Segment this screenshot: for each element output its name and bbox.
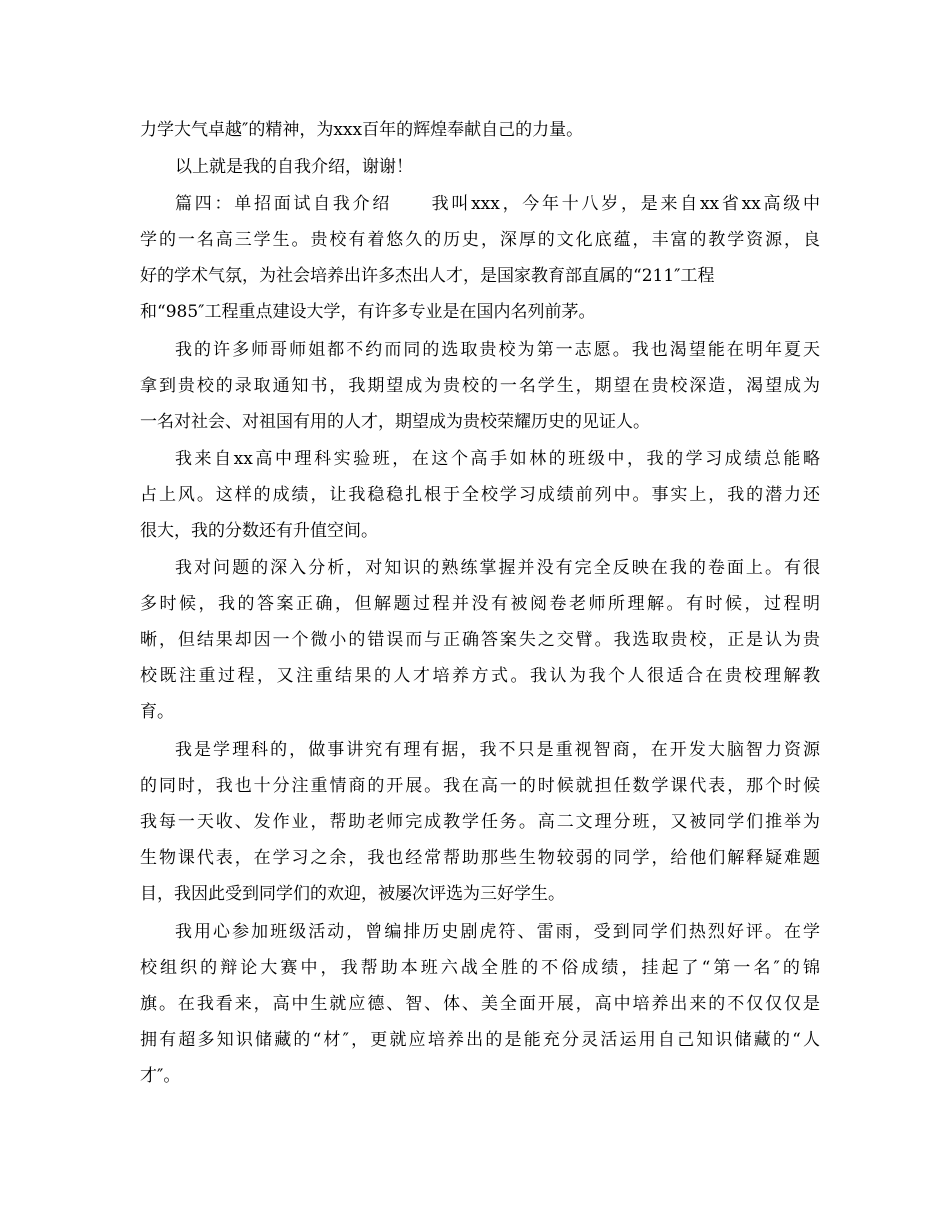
text-line: 很大，我的分数还有升值空间。 (140, 521, 378, 541)
text-line: 目，我因此受到同学们的欢迎，被屡次评选为三好学生。 (140, 884, 565, 904)
text-line: 占上风。这样的成绩，让我稳稳扎根于全校学习成绩前列中。事实上，我的潜力还 (140, 485, 820, 505)
text-line: 一名对社会、对祖国有用的人才，期望成为贵校荣耀历史的见证人。 (140, 412, 650, 432)
text-line: 学的一名高三学生。贵校有着悠久的历史，深厚的文化底蕴，丰富的教学资源，良 (140, 230, 820, 250)
text-line: 好的学术气氛，为社会培养出许多杰出人才，是国家教育部直属的“211″工程 (140, 266, 715, 286)
text-line: 拿到贵校的录取通知书，我期望成为贵校的一名学生，期望在贵校深造，渴望成为 (140, 376, 820, 396)
text-line: 我对问题的深入分析，对知识的熟练掌握并没有完全反映在我的卷面上。有很 (175, 558, 820, 578)
text-line: 才″。 (140, 1066, 181, 1086)
text-line: 拥有超多知识储藏的“材″，更就应培养出的是能充分灵活运用自己知识储藏的“人 (140, 1030, 820, 1050)
text-line: 力学大气卓越″的精神，为xxx百年的辉煌奉献自己的力量。 (140, 120, 584, 140)
text-line: 我是学理科的，做事讲究有理有据，我不只是重视智商，在开发大脑智力资源 (175, 740, 820, 760)
text-line: 以上就是我的自我介绍，谢谢！ (175, 157, 413, 177)
text-line: 的同时，我也十分注重情商的开展。我在高一的时候就担任数学课代表，那个时候 (140, 776, 820, 796)
text-line: 旗。在我看来，高中生就应德、智、体、美全面开展，高中培养出来的不仅仅仅是 (140, 994, 820, 1014)
text-line: 篇四：单招面试自我介绍 我叫xxx，今年十八岁，是来自xx省xx高级中 (175, 194, 820, 214)
text-line: 育。 (140, 702, 174, 722)
text-line: 校组织的辩论大赛中，我帮助本班六战全胜的不俗成绩，挂起了“第一名″的锦 (140, 958, 820, 978)
text-line: 和“985″工程重点建设大学，有许多专业是在国内名列前茅。 (140, 302, 596, 322)
text-line: 我每一天收、发作业，帮助老师完成教学任务。高二文理分班，又被同学们推举为 (140, 812, 820, 832)
text-line: 生物课代表，在学习之余，我也经常帮助那些生物较弱的同学，给他们解释疑难题 (140, 848, 820, 868)
text-line: 我的许多师哥师姐都不约而同的选取贵校为第一志愿。我也渴望能在明年夏天 (175, 340, 820, 360)
text-line: 我来自xx高中理科实验班，在这个高手如林的班级中，我的学习成绩总能略 (175, 449, 820, 469)
text-line: 晰，但结果却因一个微小的错误而与正确答案失之交臂。我选取贵校，正是认为贵 (140, 630, 820, 650)
text-line: 校既注重过程，又注重结果的人才培养方式。我认为我个人很适合在贵校理解教 (140, 666, 820, 686)
text-line: 我用心参加班级活动，曾编排历史剧虎符、雷雨，受到同学们热烈好评。在学 (175, 922, 820, 942)
text-line: 多时候，我的答案正确，但解题过程并没有被阅卷老师所理解。有时候，过程明 (140, 594, 820, 614)
